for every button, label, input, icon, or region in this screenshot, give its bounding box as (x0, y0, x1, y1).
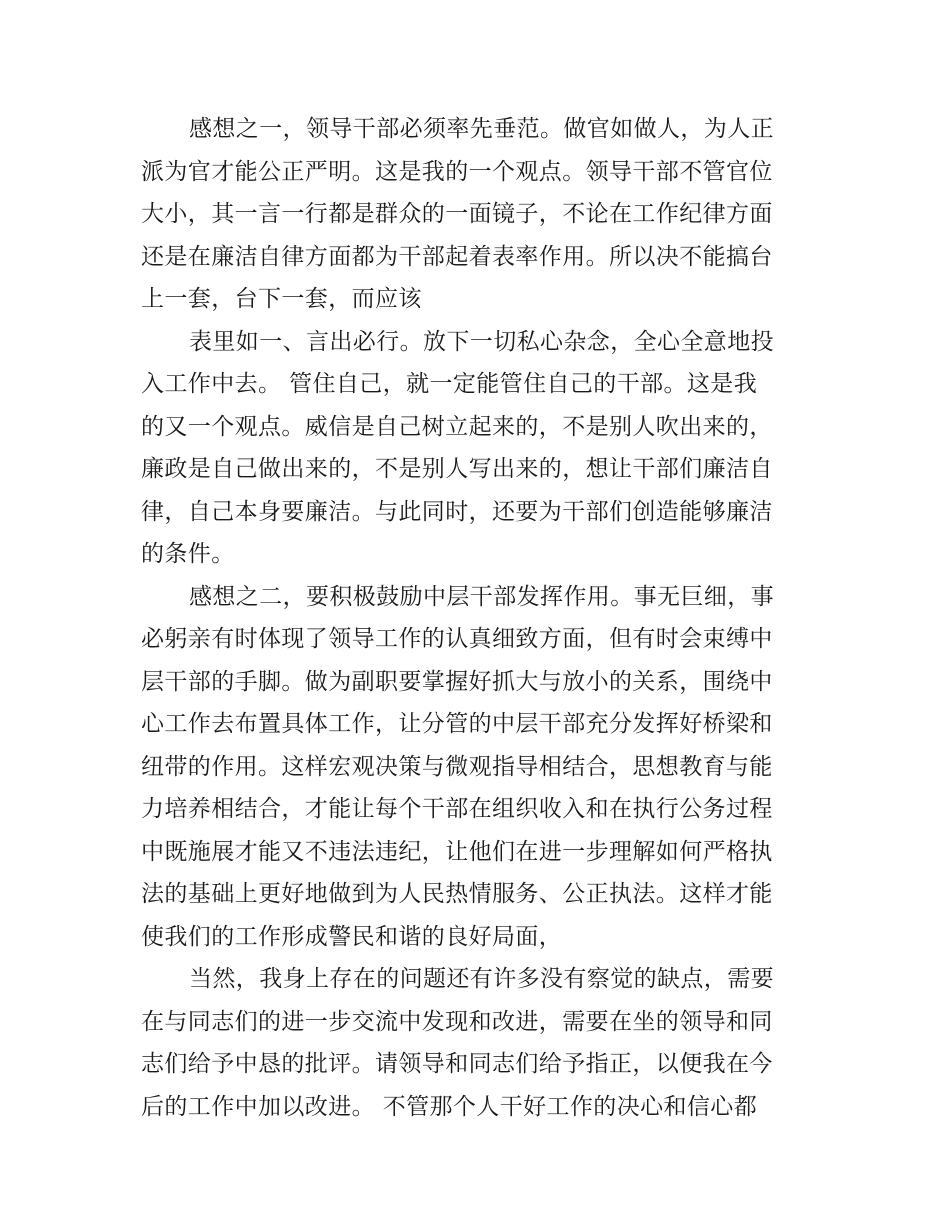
text-line: 的条件。 (141, 541, 235, 567)
text-line: 必躬亲有时体现了领导工作的认真细致方面，但有时会束缚中 (141, 626, 773, 652)
text-line: 廉政是自己做出来的，不是别人写出来的，想让干部们廉洁自 (141, 456, 773, 482)
text-line: 感想之一，领导干部必须率先垂范。做官如做人，为人正 (189, 116, 774, 142)
text-line: 派为官才能公正严明。这是我的一个观点。领导干部不管官位 (141, 158, 773, 185)
text-line: 志们给予中恳的批评。请领导和同志们给予指正，以便我在今 (141, 1051, 773, 1077)
text-line: 心工作去布置具体工作，让分管的中层干部充分发挥好桥梁和 (141, 711, 773, 737)
text-line: 上一套，台下一套，而应该 (141, 286, 422, 312)
text-line: 力培养相结合，才能让每个干部在组织收入和在执行公务过程 (141, 796, 773, 822)
text-line: 入工作中去。 管住自己，就一定能管住自己的干部。这是我 (141, 371, 758, 397)
text-line: 大小，其一言一行都是群众的一面镜子，不论在工作纪律方面 (141, 201, 773, 227)
text-line: 后的工作中加以改进。 不管那个人干好工作的决心和信心都 (141, 1093, 758, 1120)
text-line: 还是在廉洁自律方面都为干部起着表率作用。所以决不能搞台 (141, 243, 773, 270)
text-line: 使我们的工作形成警民和谐的良好局面， (141, 923, 563, 950)
text-line: 的又一个观点。威信是自己树立起来的，不是别人吹出来的， (141, 413, 773, 440)
text-line: 法的基础上更好地做到为人民热情服务、公正执法。这样才能 (141, 881, 773, 907)
text-line: 表里如一、言出必行。放下一切私心杂念，全心全意地投 (189, 328, 774, 355)
text-line: 律，自己本身要廉洁。与此同时，还要为干部们创造能够廉洁 (141, 498, 773, 525)
text-line: 中既施展才能又不违法违纪，让他们在进一步理解如何严格执 (141, 838, 773, 865)
text-line: 在与同志们的进一步交流中发现和改进，需要在坐的领导和同 (141, 1008, 773, 1035)
text-line: 当然，我身上存在的问题还有许多没有察觉的缺点，需要 (189, 966, 774, 992)
text-line: 纽带的作用。这样宏观决策与微观指导相结合，思想教育与能 (141, 753, 773, 780)
text-line: 层干部的手脚。做为副职要掌握好抓大与放小的关系，围绕中 (141, 668, 773, 695)
document-body (141, 108, 813, 1128)
text-line: 感想之二，要积极鼓励中层干部发挥作用。事无巨细，事 (189, 583, 774, 610)
